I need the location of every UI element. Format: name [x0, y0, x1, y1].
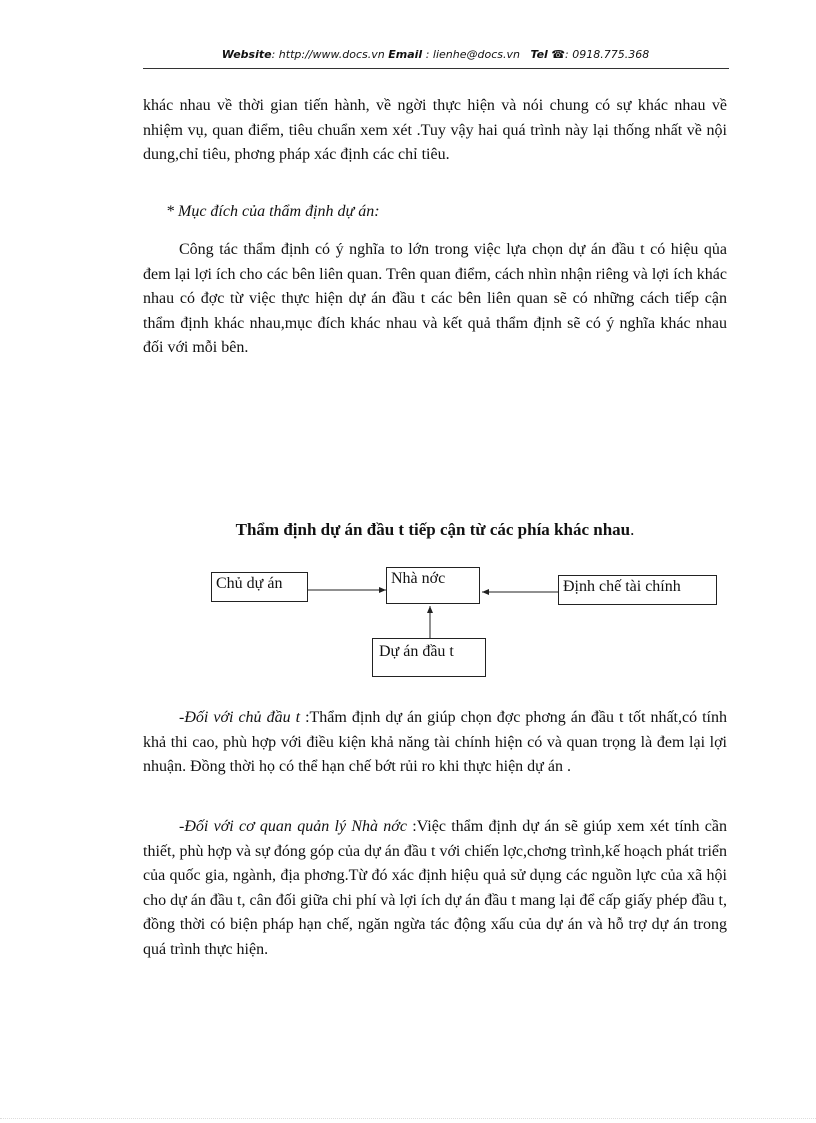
email-value: : lienhe@docs.vn — [422, 48, 520, 61]
diagram-title-suffix: . — [630, 520, 635, 539]
box-owner: Chủ dự án — [211, 572, 308, 602]
page-bottom-border — [0, 1118, 816, 1119]
state-body: :Việc thẩm định dự án sẽ giúp xem xét tính cần thiết, phù hợp và sự đóng góp của dự án đầu t với chiến lợc,chơng trình,kế hoạch phát triển của quốc gia, ngành, địa phơng.Từ đó xác định hiệu quả sử dụng các nguồn lực của xã hội cho dự án đầu t, cân đối giữa chi phí và lợi ích dự án đầu t mang lại để cấp giấy phép đầu t, đồng thời có biện pháp hạn chế, ngăn ngừa tác động xấu của dự án và hỗ trợ dự án trong quá trình thực hiện. — [143, 818, 728, 958]
owner-body: :Thẩm định dự án giúp chọn đợc phơng án đầu t tốt nhất,có tính khả thi cao, phù hợp với điều kiện khả năng tài chính hiện có và quan trọng là đem lại lợi nhuận. Đồng thời họ có thể hạn chế bớt rủi ro khi thực hiện dự án . — [143, 709, 727, 775]
diagram-title — [143, 520, 727, 540]
owner-paragraph — [143, 706, 727, 780]
intro-paragraph: khác nhau về thời gian tiến hành, về ngời thực hiện và nói chung có sự khác nhau về nhiệm vụ, quan điểm, tiêu chuẩn xem xét .Tuy vậy hai quá trình này lại thống nhất về nội dung,chỉ tiêu, phơng pháp xác định các chỉ tiêu. — [143, 97, 727, 163]
diagram-title-text: Thẩm định dự án đầu t tiếp cận từ các phía khác nhau — [235, 520, 631, 539]
email-label: Email — [388, 48, 423, 61]
tel-value: : 0918.775.368 — [565, 48, 650, 61]
header-divider — [143, 68, 729, 69]
phone-icon: ☎ — [551, 48, 566, 61]
box-state: Nhà nớc — [386, 567, 480, 604]
page-header — [143, 48, 728, 61]
tel-label: Tel — [530, 48, 548, 61]
purpose-heading: * Mục đích của thẩm định dự án: — [166, 203, 380, 220]
owner-lead: -Đối với chủ đầu t — [179, 709, 301, 726]
website-label: Website — [221, 48, 272, 61]
state-paragraph — [143, 815, 727, 962]
state-lead: -Đối với cơ quan quản lý Nhà nớc — [179, 818, 407, 835]
website-value: : http://www.docs.vn — [271, 48, 385, 61]
box-finance: Định chế tài chính — [558, 575, 717, 605]
purpose-paragraph: Công tác thẩm định có ý nghĩa to lớn trong việc lựa chọn dự án đầu t có hiệu qủa đem lại lợi ích cho các bên liên quan. Trên quan điểm, cách nhìn nhận riêng và lợi ích khác nhau có đợc từ việc thực hiện dự án đầu t các bên liên quan sẽ có những cách tiếp cận thẩm định khác nhau,mục đích khác nhau và kết quả thẩm định sẽ có ý nghĩa khác nhau đối với mỗi bên. — [143, 241, 727, 356]
box-project: Dự án đầu t — [372, 638, 486, 677]
